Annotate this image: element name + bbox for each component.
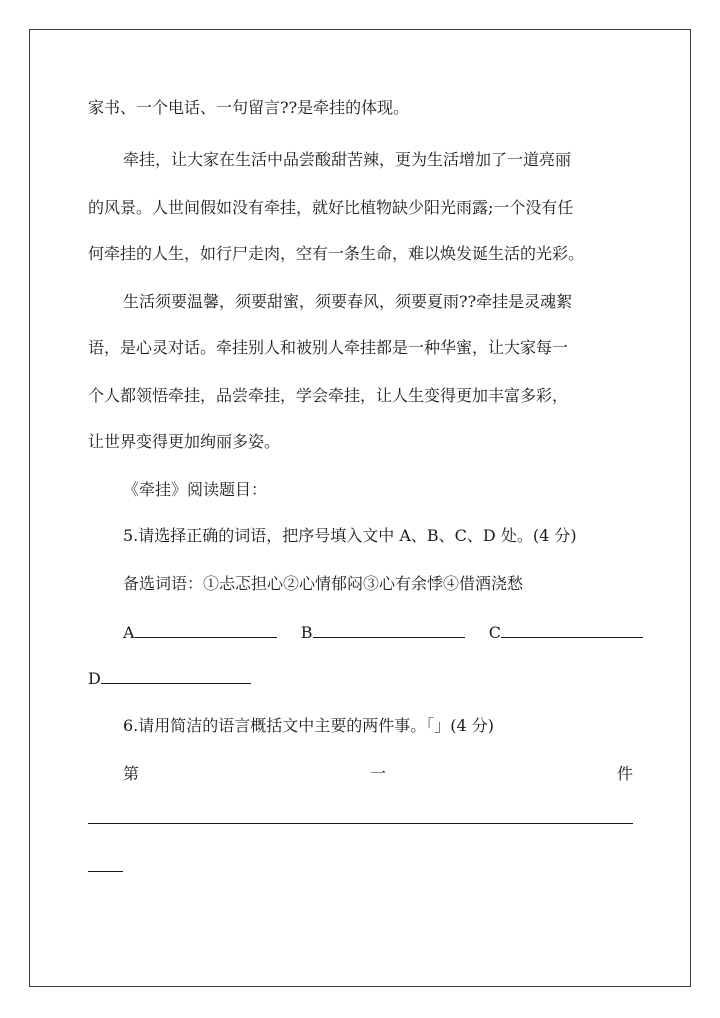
text-line: 语，是心灵对话。牵挂别人和被别人牵挂都是一种华蜜，让大家每一 [88, 338, 569, 357]
question-5: 5.请选择正确的词语，把序号填入文中 A、B、C、D 处。(4 分) [123, 526, 577, 545]
page-border [29, 29, 691, 987]
first-item-line [123, 762, 633, 786]
blank-b-field[interactable] [313, 620, 465, 638]
first-item-char-2: 一 [369, 764, 386, 783]
first-item-char-1: 第 [123, 764, 140, 783]
blank-a-label: A [123, 623, 135, 642]
first-item-char-3: 件 [616, 764, 633, 783]
text-line: 的风景。人世间假如没有牵挂，就好比植物缺少阳光雨露;一个没有任 [88, 198, 574, 217]
blank-c-field[interactable] [501, 620, 643, 638]
answer-blank-d [88, 666, 633, 690]
blank-a-field[interactable] [135, 620, 277, 638]
text-line: 个人都领悟牵挂，品尝牵挂，学会牵挂，让人生变得更加丰富多彩， [88, 386, 569, 405]
text-line: 何牵挂的人生，如行尸走肉，空有一条生命，难以焕发诞生活的光彩。 [88, 244, 585, 263]
question-6: 6.请用简洁的语言概括文中主要的两件事。「」(4 分) [123, 716, 495, 735]
blank-b-label: B [300, 623, 313, 642]
answer-blanks-abc [123, 620, 633, 644]
text-line: 生活须要温馨，须要甜蜜，须要春风，须要夏雨??牵挂是灵魂絮 [123, 292, 573, 311]
text-line: 家书、一个电话、一句留言??是牵挂的体现。 [88, 98, 410, 117]
text-line: 让世界变得更加绚丽多姿。 [88, 432, 281, 451]
answer-line-long[interactable] [88, 806, 633, 824]
blank-c-label: C [488, 623, 501, 642]
blank-d-label: D [88, 669, 101, 688]
text-line: 牵挂，让大家在生活中品尝酸甜苦辣，更为生活增加了一道亮丽 [123, 150, 572, 169]
question-5-options: 备选词语：①忐忑担心②心情郁闷③心有余悸④借酒浇愁 [123, 574, 524, 593]
questions-heading: 《牵挂》阅读题目： [123, 480, 268, 499]
blank-d-field[interactable] [101, 666, 251, 684]
answer-line-short[interactable] [88, 854, 123, 872]
